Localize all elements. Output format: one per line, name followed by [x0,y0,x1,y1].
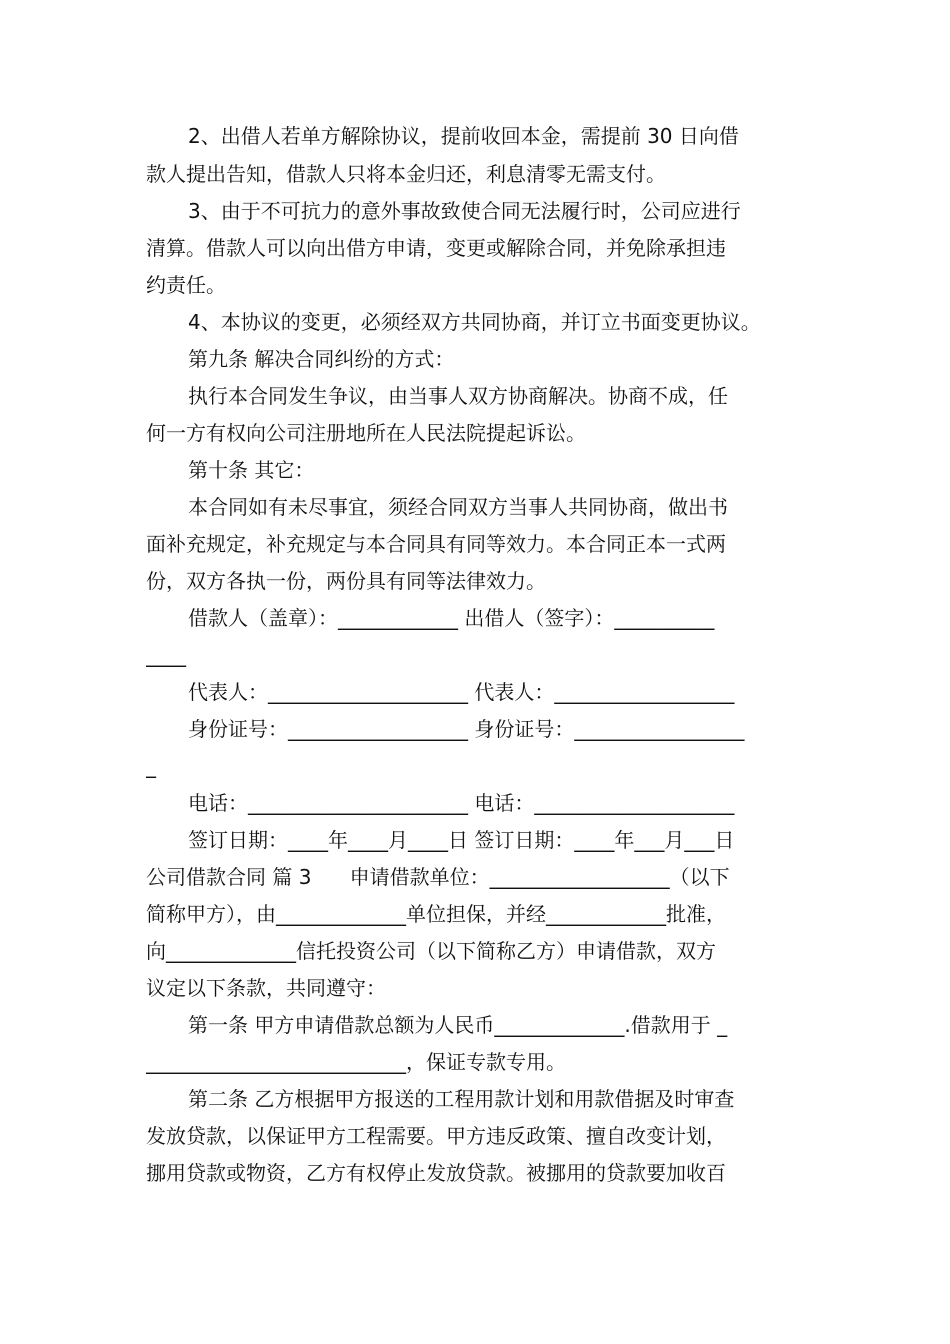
clause-10-body-line-2: 面补充规定，补充规定与本合同具有同等效力。本合同正本一式两 [146,532,726,556]
clause-9-body-line-2: 何一方有权向公司注册地所在人民法院提起诉讼。 [146,421,586,445]
clause-9-body-line-1: 执行本合同发生争议，由当事人双方协商解决。协商不成，任 [188,384,728,408]
clause-10-heading: 第十条 其它： [188,458,315,482]
contract-3-intro-line-2: 简称甲方），由_____________单位担保，并经____________批准， [146,902,726,926]
clause-8-item-3-line-1: 3、由于不可抗力的意外事故致使合同无法履行时，公司应进行 [188,199,741,223]
clause-8-item-4: 4、本协议的变更，必须经双方共同协商，并订立书面变更协议。 [188,310,761,334]
clause-10-body-line-3: 份，双方各执一份，两份具有同等法律效力。 [146,569,546,593]
signature-id-numbers: 身份证号：__________________ 身份证号：_________________ [188,717,745,741]
clause-8-item-3-line-2: 清算。借款人可以向出借方申请，变更或解除合同，并免除承担违 [146,236,726,260]
article-1-line-1: 第一条 甲方申请借款总额为人民币_____________.借款用于 _ [188,1013,728,1037]
signature-dates: 签订日期：____年____月____日 签订日期：____年___月___日 [188,828,735,852]
signature-id-overflow: _ [146,754,156,778]
article-2-line-3: 挪用贷款或物资，乙方有权停止发放贷款。被挪用的贷款要加收百 [146,1161,726,1185]
contract-3-intro-line-4: 议定以下条款，共同遵守： [146,976,386,1000]
clause-8-item-3-line-3: 约责任。 [146,273,226,297]
signature-phones: 电话：______________________ 电话：____________________ [188,791,735,815]
article-1-line-2: __________________________，保证专款专用。 [146,1050,566,1074]
clause-10-body-line-1: 本合同如有未尽事宜，须经合同双方当事人共同协商，做出书 [188,495,728,519]
clause-9-heading: 第九条 解决合同纠纷的方式： [188,347,455,371]
clause-8-item-2-line-2: 款人提出告知，借款人只将本金归还，利息清零无需支付。 [146,162,666,186]
signature-overflow-line: ____ [146,643,186,667]
clause-8-item-2-line-1: 2、出借人若单方解除协议，提前收回本金，需提前 30 日向借 [188,124,739,148]
contract-3-intro-line-3: 向_____________信托投资公司（以下简称乙方）申请借款，双方 [146,939,716,963]
signature-borrower-lender: 借款人（盖章）：____________ 出借人（签字）：__________ [188,606,715,630]
contract-3-intro-line-1: 公司借款合同 篇 3 申请借款单位：__________________（以下 [146,865,730,889]
signature-representatives: 代表人：____________________ 代表人：__________________ [188,680,735,704]
article-2-line-2: 发放贷款，以保证甲方工程需要。甲方违反政策、擅自改变计划， [146,1124,726,1148]
article-2-line-1: 第二条 乙方根据甲方报送的工程用款计划和用款借据及时审查 [188,1087,735,1111]
